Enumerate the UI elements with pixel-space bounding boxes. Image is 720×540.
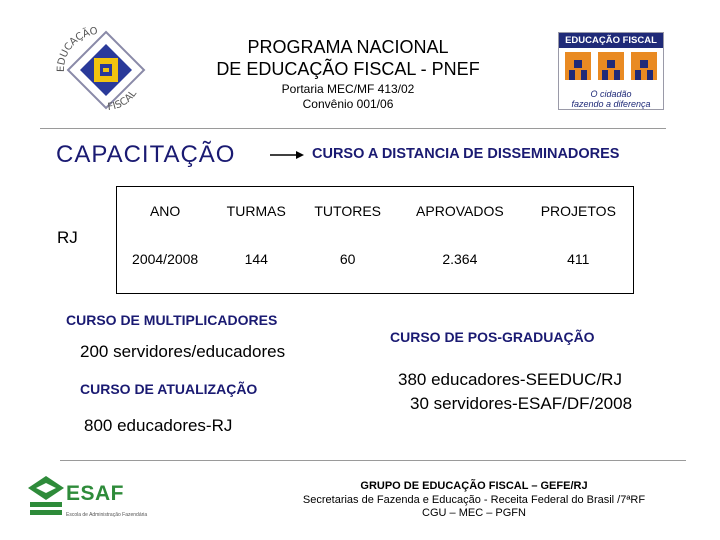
tagline-line-2: fazendo a diferença [571,99,651,109]
curso-pos-graduacao-detail-1: 380 educadores-SEEDUC/RJ [398,370,622,389]
table-header-cell: ANO [149,203,181,219]
table-cell: 411 [567,251,590,267]
educacao-fiscal-badge-logo [50,22,150,114]
curso-multiplicadores-title: CURSO DE MULTIPLICADORES [66,312,278,328]
curso-atualizacao-title: CURSO DE ATUALIZAÇÃO [80,381,258,397]
table-cell: 144 [244,251,268,267]
table-header-cell: PROJETOS [540,203,616,219]
curso-atualizacao-detail: 800 educadores-RJ [84,416,233,435]
subtitle-line-1: Portaria MEC/MF 413/02 [281,82,415,96]
arrow-right-icon [270,149,304,161]
esaf-logo [26,474,152,524]
logo-banner: EDUCAÇÃO FISCAL [559,33,663,48]
esaf-name: ESAF [66,482,125,505]
table-header-cell: TUTORES [314,203,381,219]
tagline-line-1: O cidadão [590,89,632,99]
table-cell: 2.364 [442,251,478,267]
page-subtitle [240,82,456,112]
results-table [116,186,634,294]
badge-bottom-text: FISCAL [106,88,140,114]
title-line-2: DE EDUCAÇÃO FISCAL - PNEF [216,59,480,79]
footer [284,480,664,521]
table-cell: 2004/2008 [132,251,199,267]
subtitle-line-2: Convênio 001/06 [302,97,394,111]
esaf-emblem-icon [26,474,66,518]
table-cell: 60 [339,251,356,267]
title-line-1: PROGRAMA NACIONAL [247,37,449,57]
footer-line-3: CGU – MEC – PGFN [422,507,526,519]
table-header-row [117,187,633,235]
logo-houses-icon [559,48,663,84]
header-divider [40,128,666,129]
state-label: RJ [57,228,78,247]
footer-divider [60,460,686,461]
footer-line-2: Secretarias de Fazenda e Educação - Receita Federal do Brasil /7ªRF [302,493,646,506]
badge-top-text: EDUCAÇÃO [55,25,99,73]
esaf-caption: Escola de Administração Fazendária [66,512,148,518]
logo-tagline [559,89,663,109]
curso-multiplicadores-detail: 200 servidores/educadores [80,342,286,361]
footer-line-1: GRUPO DE EDUCAÇÃO FISCAL – GEFE/RJ [360,480,588,492]
curso-pos-graduacao-title: CURSO DE POS-GRADUAÇÃO [390,329,595,345]
course-heading-distancia: CURSO A DISTANCIA DE DISSEMINADORES [312,146,620,162]
curso-pos-graduacao-detail-2: 30 servidores-ESAF/DF/2008 [410,394,633,413]
capacitacao-title: CAPACITAÇÃO [56,141,236,168]
table-header-cell: TURMAS [226,203,286,219]
table-row [117,235,633,309]
page-title [190,36,506,80]
table-header-cell: APROVADOS [416,203,504,219]
educacao-fiscal-logo [558,32,664,110]
